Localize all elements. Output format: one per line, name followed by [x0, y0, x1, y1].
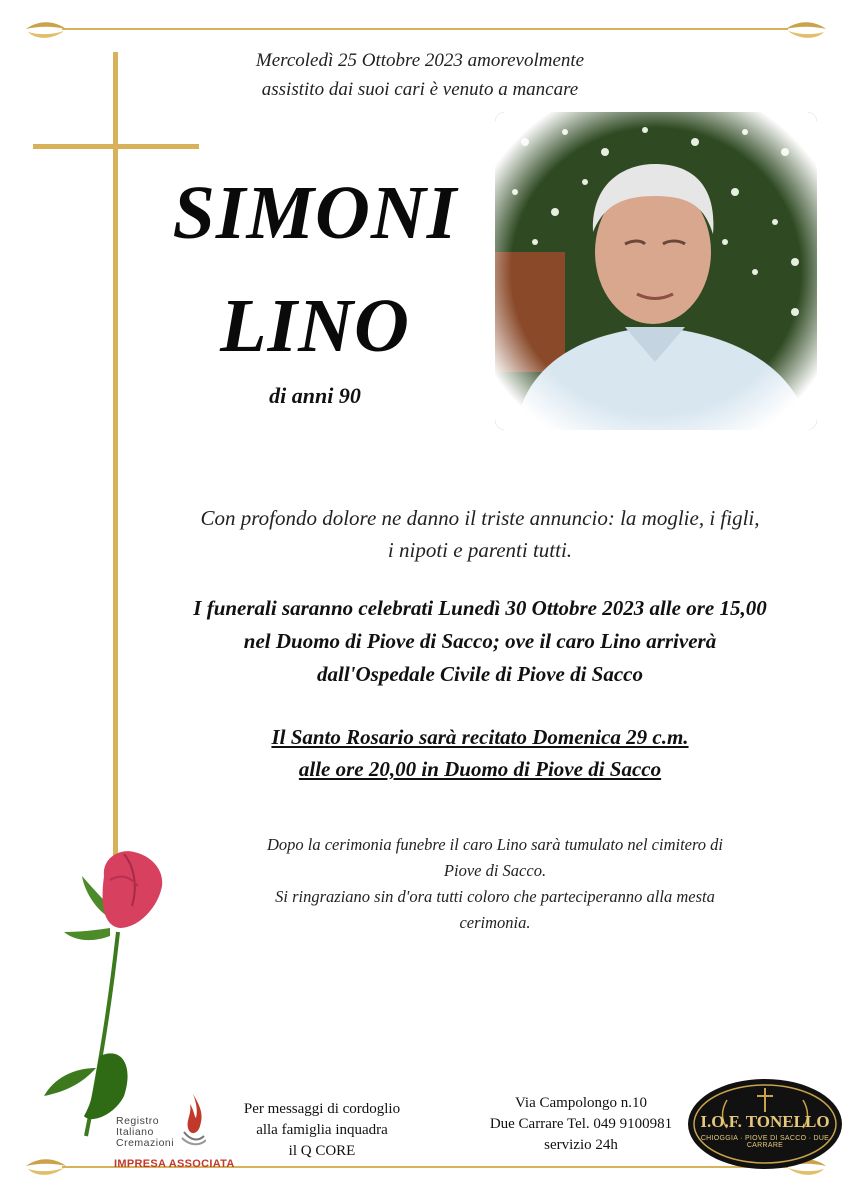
rosary-line-2: alle ore 20,00 in Duomo di Piove di Sacco — [298, 757, 662, 781]
top-border-line — [62, 28, 788, 30]
funeral-details — [130, 592, 830, 691]
deceased-first-name: LINO — [220, 284, 410, 368]
cross-horizontal-bar-icon — [33, 144, 199, 149]
bottom-left-leaf-ornament-icon — [24, 1155, 68, 1179]
announcement-line-2: i nipoti e parenti tutti. — [387, 538, 573, 562]
condolences-line-1: Per messaggi di cordoglio — [243, 1101, 401, 1117]
registry-line-1: Registro — [116, 1115, 160, 1127]
registry-line-2: Italiano — [116, 1126, 154, 1138]
intro-text — [190, 46, 650, 104]
agency-logo-name: I.O.F. TONELLO — [700, 1112, 830, 1131]
condolences-line-2: alla famiglia inquadra — [256, 1122, 388, 1138]
registry-line-3: Cremazioni — [116, 1137, 175, 1149]
funeral-line-3: dall'Ospedale Civile di Piove di Sacco — [316, 662, 643, 686]
burial-line-3: Si ringraziano sin d'ora tutti coloro che parteciperanno alla mesta — [275, 887, 715, 906]
condolences-line-3: il Q CORE — [288, 1143, 356, 1159]
intro-line-2: assistito dai suoi cari è venuto a mancare — [261, 79, 579, 100]
funeral-line-2: nel Duomo di Piove di Sacco; ove il caro Lino arriverà — [243, 629, 717, 653]
rosary-details — [130, 721, 830, 785]
agency-address: Via Campolongo n.10 — [514, 1095, 647, 1111]
flame-icon — [180, 1092, 206, 1148]
rosary-line-1: Il Santo Rosario sarà recitato Domenica 29 c.m. — [271, 725, 689, 749]
cross-vertical-bar-icon — [113, 52, 118, 870]
burial-line-2: Piove di Sacco. — [443, 861, 547, 880]
registry-tag: IMPRESA ASSOCIATA — [114, 1158, 235, 1170]
agency-service: servizio 24h — [544, 1137, 618, 1153]
burial-line-1: Dopo la cerimonia funebre il caro Lino sarà tumulato nel cimitero di — [266, 835, 723, 854]
registry-name — [116, 1116, 174, 1149]
intro-line-1: Mercoledì 25 Ottobre 2023 amorevolmente — [255, 50, 585, 71]
family-announcement — [140, 502, 820, 566]
cremation-registry-logo — [110, 1090, 240, 1172]
deceased-age: di anni 90 — [269, 383, 361, 408]
top-left-leaf-ornament-icon — [24, 18, 68, 42]
top-right-leaf-ornament-icon — [784, 18, 828, 42]
funeral-line-1: I funerali saranno celebrati Lunedì 30 Ottobre 2023 alle ore 15,00 — [193, 596, 767, 620]
announcement-line-1: Con profondo dolore ne danno il triste annuncio: la moglie, i figli, — [200, 506, 760, 530]
agency-contact — [468, 1093, 694, 1156]
agency-phone: Due Carrare Tel. 049 9100981 — [489, 1116, 673, 1132]
agency-logo-subtitle: CHIOGGIA · PIOVE DI SACCO · DUE CARRARE — [700, 1135, 830, 1149]
funeral-agency-logo — [687, 1078, 843, 1170]
burial-notice — [200, 832, 790, 936]
deceased-surname: SIMONI — [172, 171, 458, 255]
condolences-info — [222, 1099, 422, 1162]
burial-line-4: cerimonia. — [459, 913, 531, 932]
portrait-photo — [495, 112, 817, 430]
